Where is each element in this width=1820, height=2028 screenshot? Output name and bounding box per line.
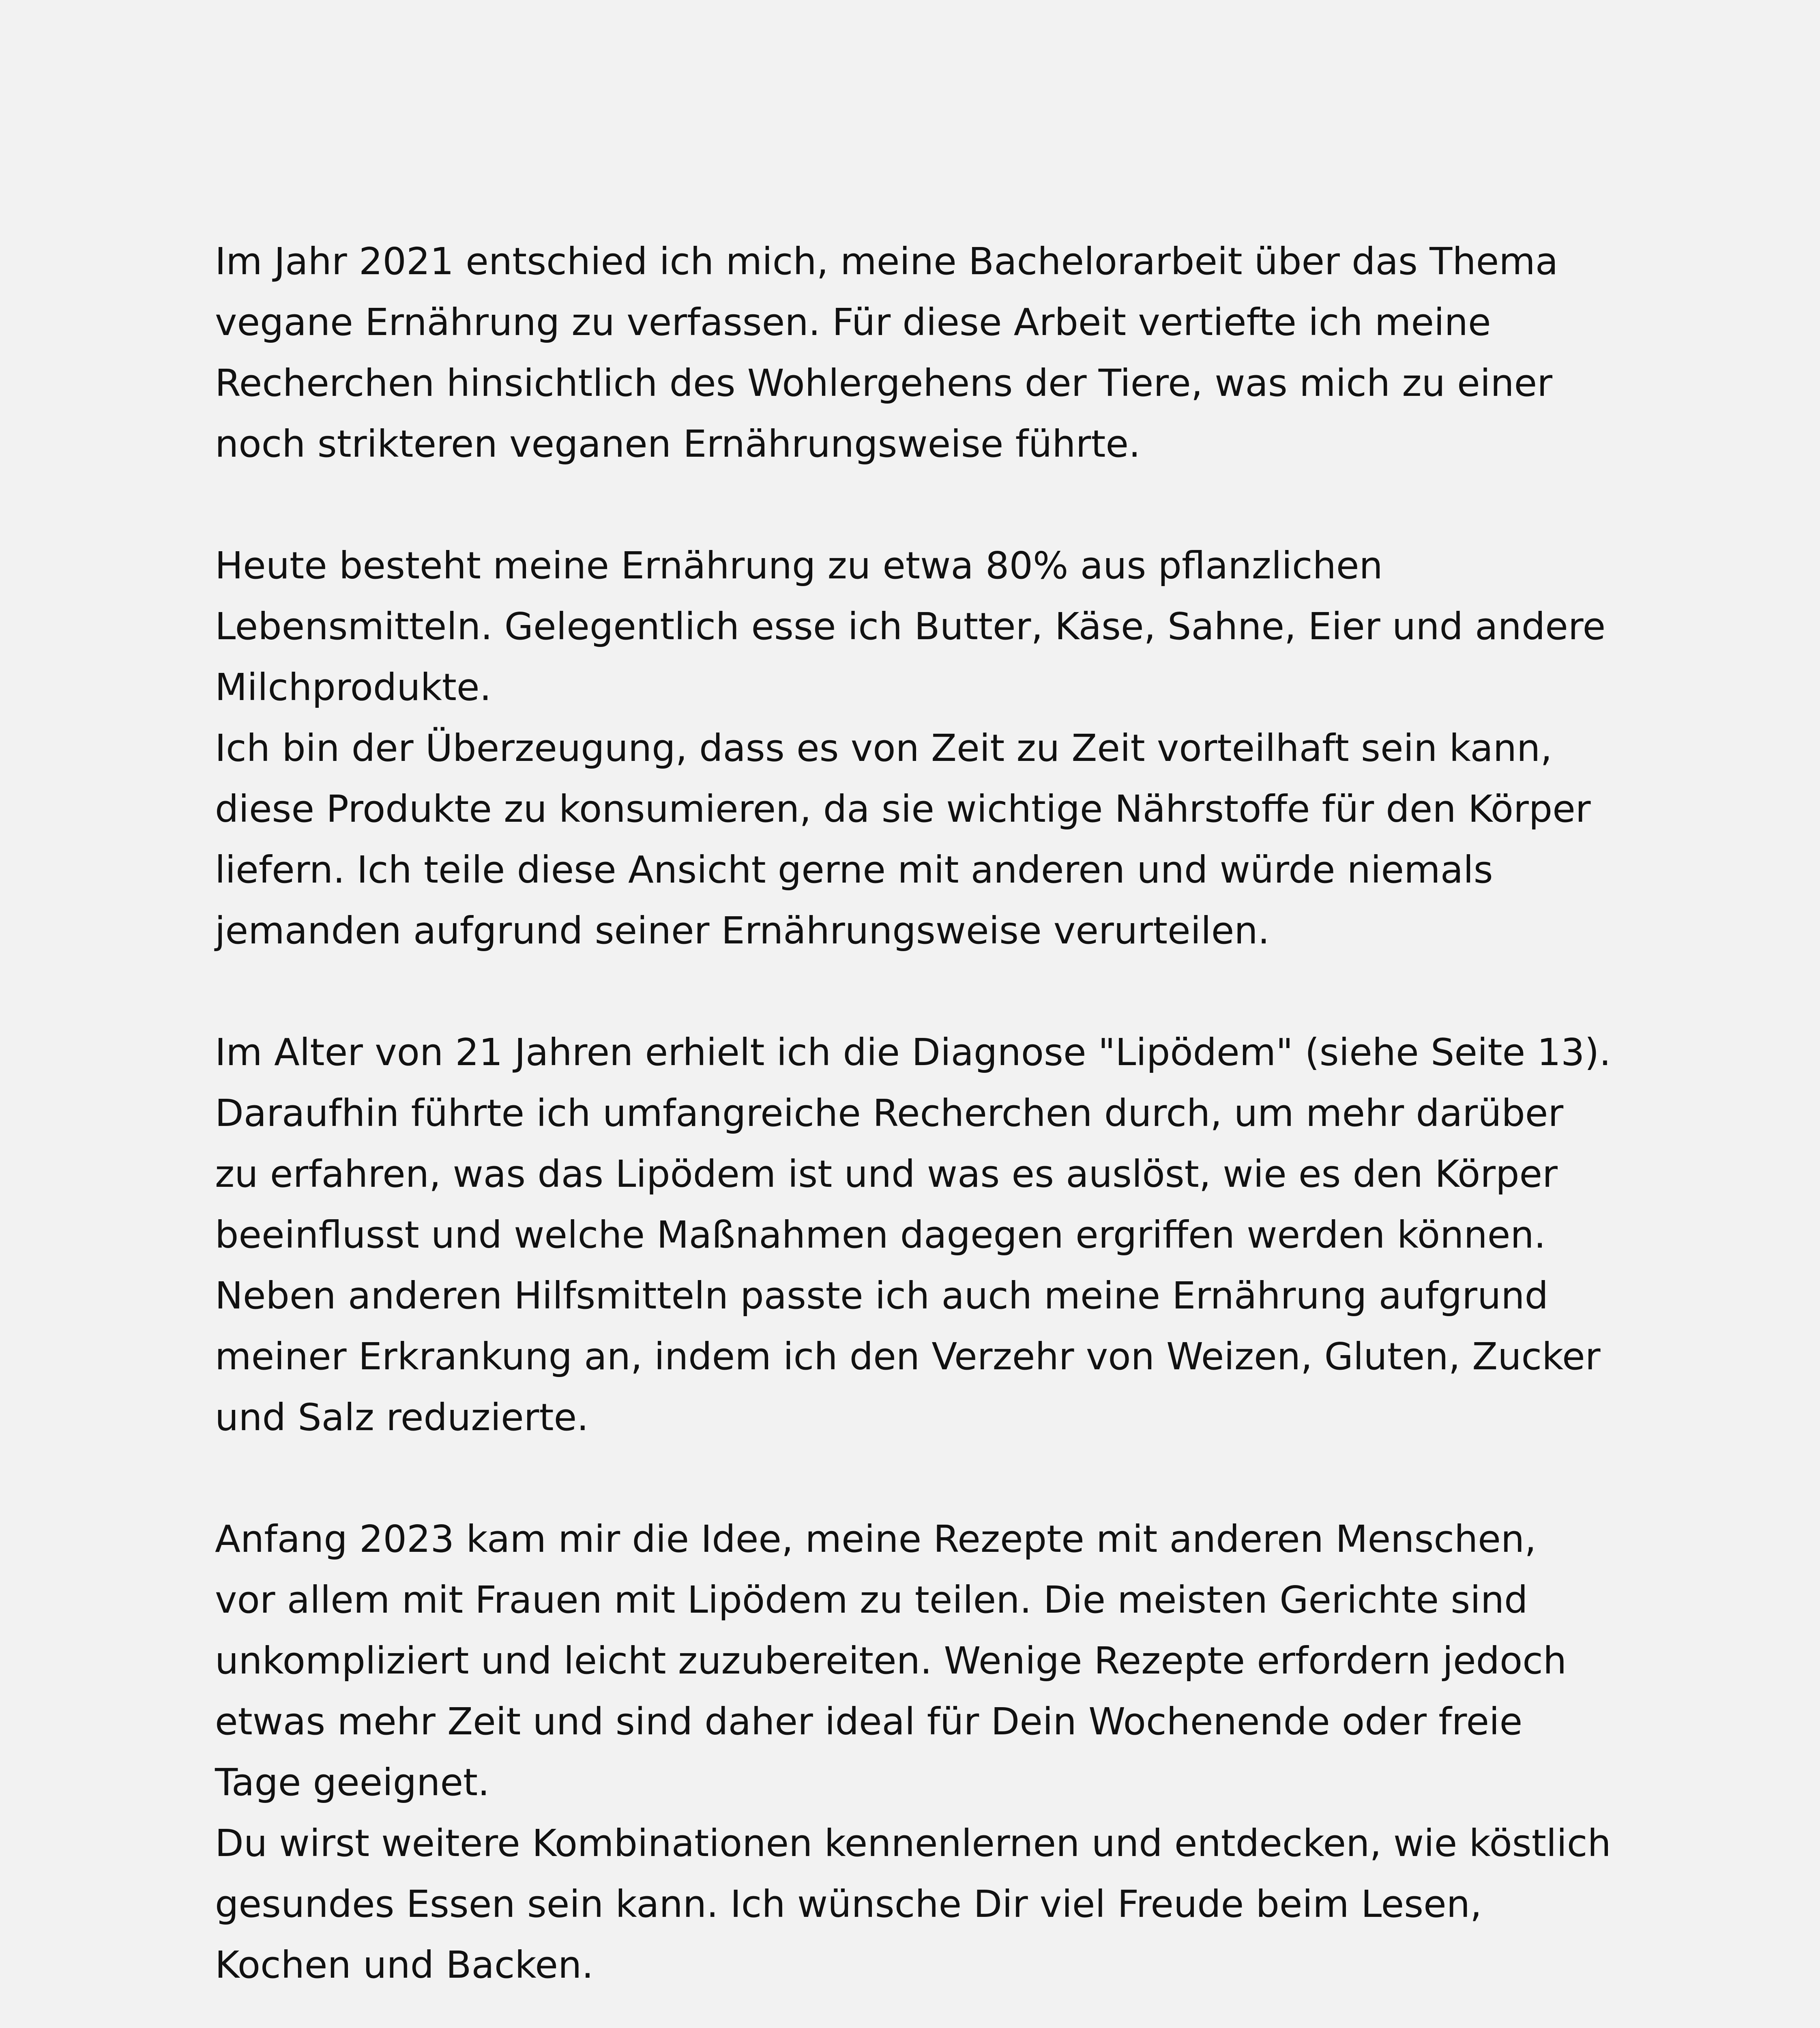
paragraph-wishes: Du wirst weitere Kombinationen kennenlernen und entdecken, wie köstlich gesundes Essen sein kann. Ich wünsche Dir viel Freude beim Lesen, Kochen und Backen. (215, 1822, 1611, 1987)
body-text (215, 231, 1626, 1996)
paragraph-current-diet: Heute besteht meine Ernährung zu etwa 80% aus pflanzlichen Lebensmitteln. Gelegentlich esse ich Butter, Käse, Sahne, Eier und andere Milchprodukte. (215, 544, 1606, 709)
paragraph-bachelor-thesis: Im Jahr 2021 entschied ich mich, meine Bachelorarbeit über das Thema vegane Ernährung zu verfassen. Für diese Arbeit vertiefte ich meine Recherchen hinsichtlich des Wohlergehens der Tiere, was mich zu einer noch strikteren veganen Ernährungsweise führte. (215, 240, 1558, 466)
paragraph-conviction: Ich bin der Überzeugung, dass es von Zeit zu Zeit vorteilhaft sein kann, diese Produkte zu konsumieren, da sie wichtige Nährstoffe für den Körper liefern. Ich teile diese Ansicht gerne mit anderen und würde niemals jemanden aufgrund seiner Ernährungsweise verurteilen. (215, 726, 1591, 952)
paragraph-recipes-idea: Anfang 2023 kam mir die Idee, meine Rezepte mit anderen Menschen, vor allem mit Frauen mit Lipödem zu teilen. Die meisten Gerichte sind unkompliziert und leicht zuzubereiten. Wenige Rezepte erfordern jedoch etwas mehr Zeit und sind daher ideal für Dein Wochenende oder freie Tage geeignet. (215, 1517, 1567, 1804)
paragraph-diagnosis: Im Alter von 21 Jahren erhielt ich die Diagnose "Lipödem" (siehe Seite 13). Daraufhin führte ich umfangreiche Recherchen durch, um mehr darüber zu erfahren, was das Lipödem ist und was es auslöst, wie es den Körper beeinflusst und welche Maßnahmen dagegen ergriffen werden können. Neben anderen Hilfsmitteln passte ich auch meine Ernährung aufgrund meiner Erkrankung an, indem ich den Verzehr von Weizen, Gluten, Zucker und Salz reduzierte. (215, 1031, 1611, 1439)
